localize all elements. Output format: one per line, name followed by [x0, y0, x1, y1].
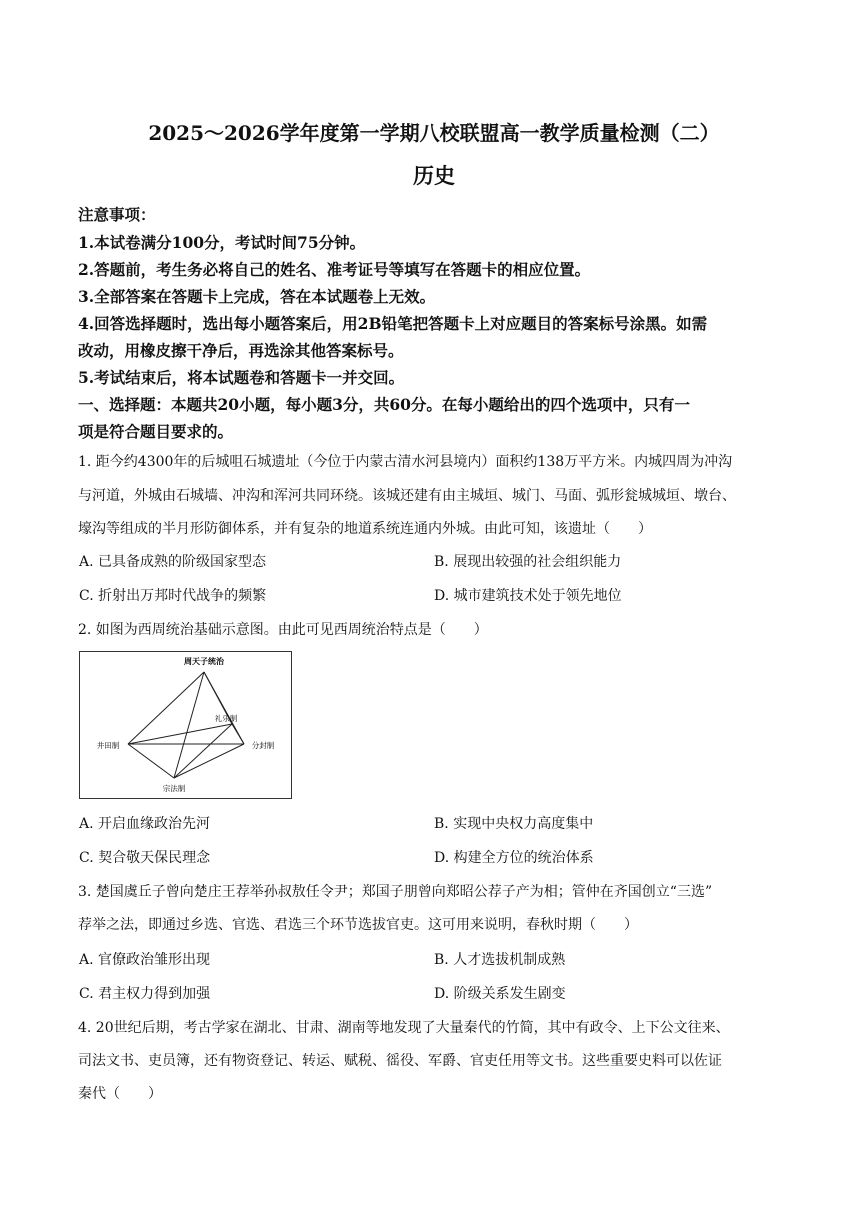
diagram-svg: [80, 652, 291, 798]
question-3-stem: 3. 楚国虞丘子曾向楚庄王荐举孙叔敖任令尹；郑国子朋曾向郑昭公荐子产为相；管仲在齐国创立“三选”: [78, 884, 713, 900]
notice-item: 3.全部答案在答题卡上完成，答在本试题卷上无效。: [78, 287, 436, 306]
diagram-top-label: 周天子统治: [184, 657, 224, 666]
diagram-left-label: 井田制: [96, 741, 120, 750]
notice-item: 改动，用橡皮擦干净后，再选涂其他答案标号。: [78, 341, 404, 360]
section-heading: 一、选择题：本题共20小题，每小题3分，共60分。在每小题给出的四个选项中，只有一: [78, 395, 690, 414]
notice-item: 1.本试卷满分100分，考试时间75分钟。: [78, 233, 366, 252]
notice-heading: 注意事项：: [78, 205, 156, 224]
question-2-option-a[interactable]: A. 开启血缘政治先河: [79, 816, 211, 832]
question-3-option-b[interactable]: B. 人才选拔机制成熟: [434, 952, 566, 968]
question-2-option-c[interactable]: C. 契合敬天保民理念: [79, 850, 211, 866]
question-3-option-c[interactable]: C. 君主权力得到加强: [79, 986, 211, 1002]
exam-title: 2025～2026学年度第一学期八校联盟高一教学质量检测（二）: [148, 121, 720, 145]
question-2-option-d[interactable]: D. 构建全方位的统治体系: [434, 850, 594, 866]
question-2-option-b[interactable]: B. 实现中央权力高度集中: [434, 816, 594, 832]
question-1-stem: 与河道，外城由石城墙、冲沟和浑河共同环绕。该城还建有由主城垣、城门、马面、弧形瓮城城垣、墩台、: [78, 488, 736, 504]
notice-item: 5.考试结束后，将本试题卷和答题卡一并交回。: [78, 368, 405, 387]
question-4-stem: 秦代（ ）: [78, 1086, 162, 1102]
question-3-stem: 荐举之法，即通过乡选、官选、君选三个环节选拔官吏。这可用来说明，春秋时期（ ）: [78, 917, 638, 933]
notice-item: 2.答题前，考生务必将自己的姓名、准考证号等填写在答题卡的相应位置。: [78, 260, 591, 279]
question-4-stem: 司法文书、吏员簿，还有物资登记、转运、赋税、徭役、军爵、官吏任用等文书。这些重要史料可以佐证: [78, 1053, 722, 1069]
question-2-stem: 2. 如图为西周统治基础示意图。由此可见西周统治特点是（ ）: [78, 622, 488, 638]
notice-item: 4.回答选择题时，选出每小题答案后，用2B铅笔把答题卡上对应题目的答案标号涂黑。如需: [78, 314, 708, 333]
section-heading-cont: 项是符合题目要求的。: [78, 422, 234, 441]
question-3-option-d[interactable]: D. 阶级关系发生剧变: [434, 986, 566, 1002]
question-1-option-a[interactable]: A. 已具备成熟的阶级国家型态: [79, 554, 267, 570]
diagram-right-label: 分封制: [251, 741, 275, 750]
question-1-option-c[interactable]: C. 折射出万邦时代战争的频繁: [79, 588, 267, 604]
diagram-bottom-label: 宗法制: [162, 784, 186, 793]
question-4-stem: 4. 20世纪后期，考古学家在湖北、甘肃、湖南等地发现了大量秦代的竹简，其中有政令、上下公文往来、: [78, 1020, 730, 1036]
western-zhou-diagram: [79, 651, 292, 799]
subject-title: 历史: [413, 163, 455, 188]
question-3-option-a[interactable]: A. 官僚政治雏形出现: [79, 952, 211, 968]
question-1-stem: 1. 距今约4300年的后城咀石城遗址（今位于内蒙古清水河县境内）面积约138万平方米。内城四周为冲沟: [78, 454, 733, 470]
question-1-option-b[interactable]: B. 展现出较强的社会组织能力: [434, 554, 622, 570]
question-1-option-d[interactable]: D. 城市建筑技术处于领先地位: [434, 588, 622, 604]
diagram-inner-label: 礼乐制: [214, 714, 238, 723]
question-1-stem: 壕沟等组成的半月形防御体系，并有复杂的地道系统连通内外城。由此可知，该遗址（ ）: [78, 521, 652, 537]
